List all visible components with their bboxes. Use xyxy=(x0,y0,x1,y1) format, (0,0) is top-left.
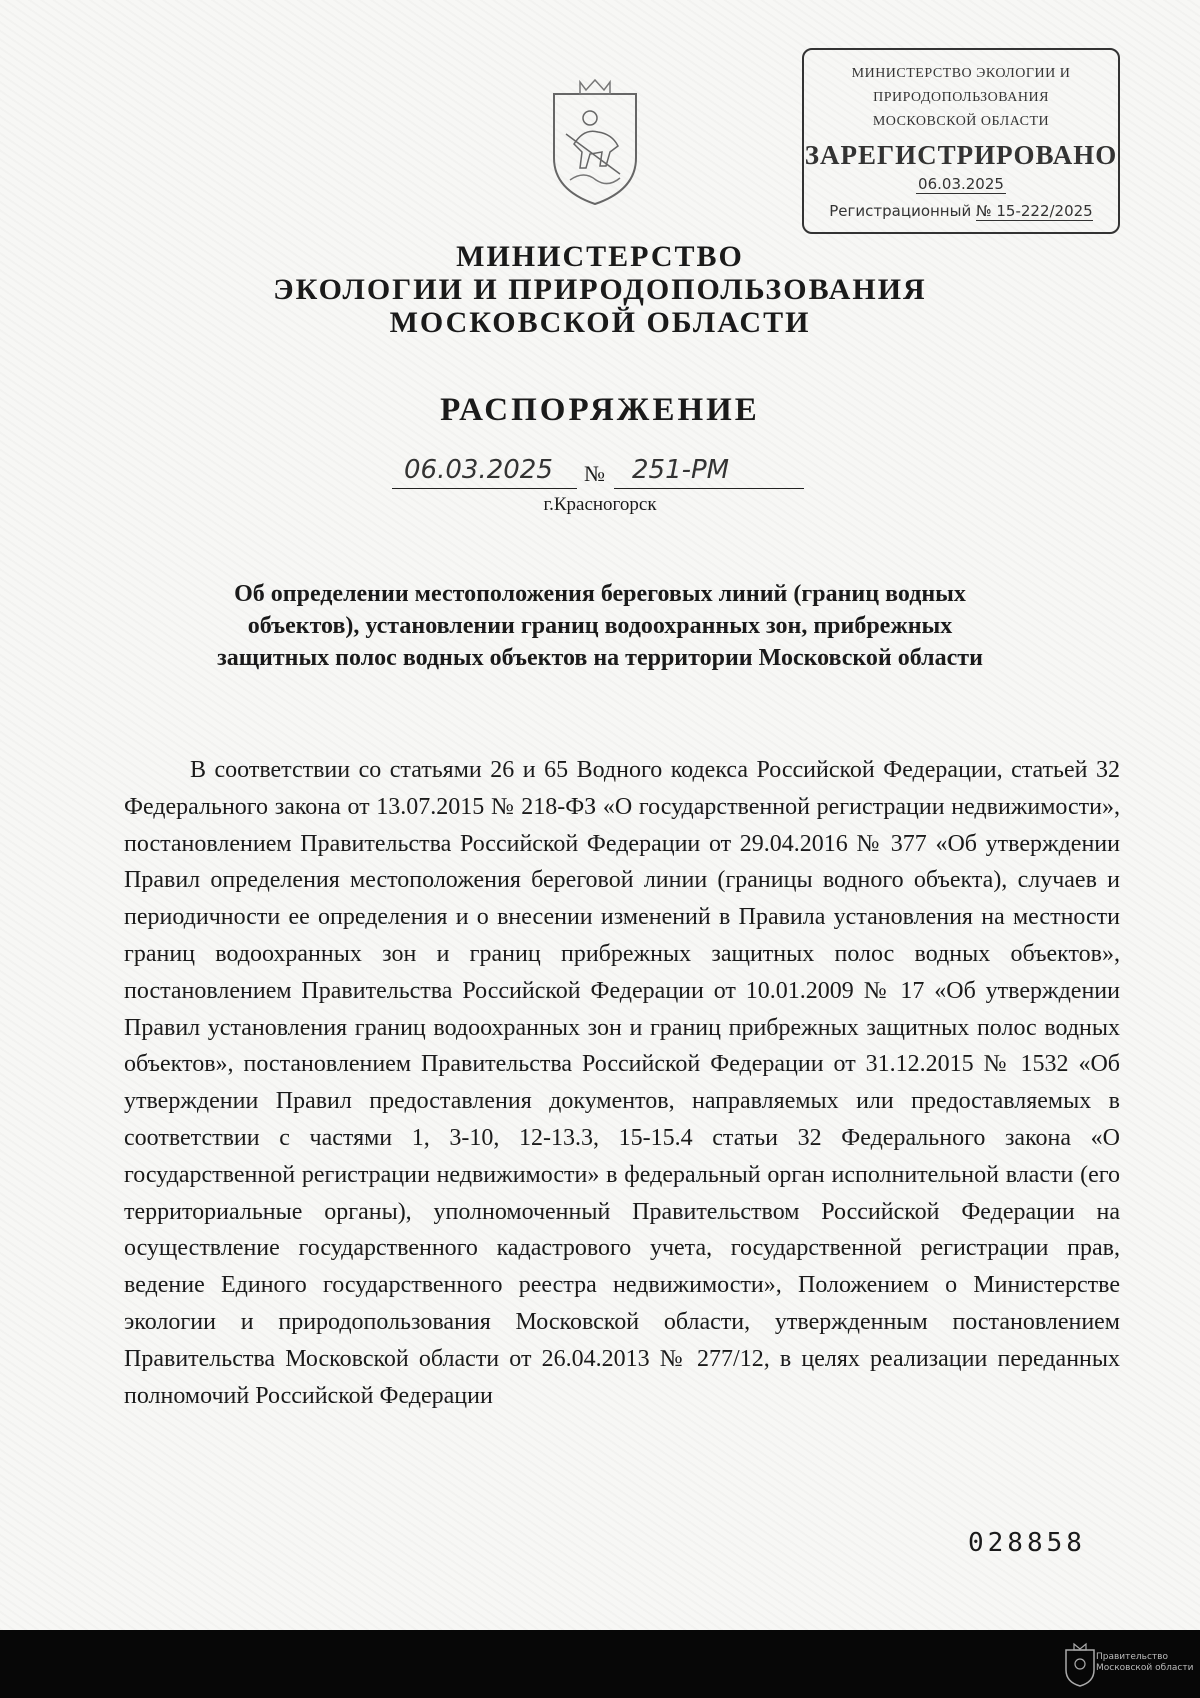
stamp-status: ЗАРЕГИСТРИРОВАНО xyxy=(804,140,1118,170)
handwritten-number: 251-РМ xyxy=(632,455,730,485)
date-number-line xyxy=(392,455,804,489)
ministry-name xyxy=(0,240,1200,339)
number-sign: № xyxy=(584,461,605,486)
subject-line: Об определении местоположения береговых линий (границ водных xyxy=(234,581,966,607)
stamp-date: 06.03.2025 xyxy=(918,175,1004,193)
stamp-reg-label: Регистрационный xyxy=(829,202,972,220)
handwritten-date: 06.03.2025 xyxy=(404,455,553,485)
stamp-registration xyxy=(804,202,1118,220)
moscow-oblast-coat-of-arms-icon xyxy=(540,74,650,210)
government-label-line: Правительство xyxy=(1096,1652,1168,1662)
registration-stamp xyxy=(802,48,1120,234)
government-logo-icon xyxy=(1060,1640,1100,1688)
subject-line: защитных полос водных объектов на территории Московской области xyxy=(217,645,983,671)
stamp-reg-number: № 15-222/2025 xyxy=(976,202,1093,220)
government-label xyxy=(1096,1652,1196,1674)
body-paragraph: В соответствии со статьями 26 и 65 Водного кодекса Российской Федерации, статьей 32 Федерального закона от 13.07.2015 № 218-ФЗ «О государственной регистрации недвижимости», постановлением Правительства Российской Федерации от 29.04.2016 № 377 «Об утверждении Правил определения местоположения береговой линии (границы водного объекта), случаев и периодичности ее определения и о внесении изменений в Правила установления на местности границ водоохранных зон и границ прибрежных защитных полос водных объектов», постановлением Правительства Российской Федерации от 10.01.2009 № 17 «Об утверждении Правил установления границ водоохранных зон и границ прибрежных защитных полос водных объектов», постановлением Правительства Российской Федерации от 31.12.2015 № 1532 «Об утверждении Правил предоставления документов, направляемых или предоставляемых в соответствии с частями 1, 3-10, 12-13.3, 15-15.4 статьи 32 Федерального закона «О государственной регистрации недвижимости» в федеральный орган исполнительной власти (его территориальные органы), уполномоченный Правительством Российской Федерации на осуществление государственного кадастрового учета, государственной регистрации прав, ведение Единого государственного реестра недвижимости», Положением о Министерстве экологии и природопользования Московской области, утвержденным постановлением Правительства Московской области от 26.04.2013 № 277/12, в целях реализации переданных полномочий Российской Федерации xyxy=(124,757,1120,1409)
ministry-line: МОСКОВСКОЙ ОБЛАСТИ xyxy=(389,306,811,339)
government-label-line: Московской области xyxy=(1096,1663,1194,1673)
stamp-org-line: ПРИРОДОПОЛЬЗОВАНИЯ xyxy=(873,90,1049,105)
stamp-organization xyxy=(804,62,1118,134)
stamp-org-line: МОСКОВСКОЙ ОБЛАСТИ xyxy=(872,114,1050,129)
city: г.Красногорск xyxy=(543,494,657,515)
date-underline xyxy=(392,488,577,489)
serial-number: 028858 xyxy=(968,1528,1086,1558)
ministry-line: МИНИСТЕРСТВО xyxy=(456,240,744,273)
stamp-org-line: МИНИСТЕРСТВО ЭКОЛОГИИ И xyxy=(851,66,1071,81)
subject-line: объектов), установлении границ водоохранных зон, прибрежных xyxy=(247,613,953,639)
ministry-line: ЭКОЛОГИИ И ПРИРОДОПОЛЬЗОВАНИЯ xyxy=(273,273,927,306)
number-underline xyxy=(614,488,804,489)
document-type: РАСПОРЯЖЕНИЕ xyxy=(440,392,760,428)
scan-bottom-bar xyxy=(0,1630,1200,1698)
document-subject xyxy=(150,578,1050,674)
